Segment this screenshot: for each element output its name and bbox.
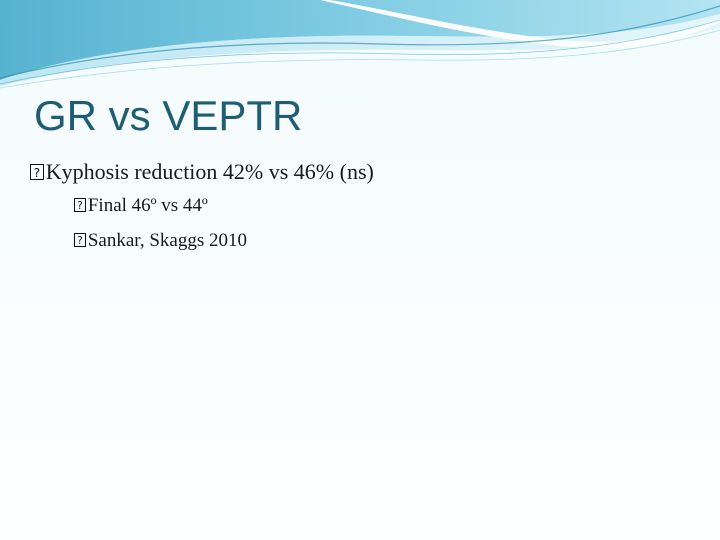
slide-title: GR vs VEPTR — [34, 92, 303, 139]
missing-glyph-icon — [74, 233, 86, 247]
sub-bullet-item — [74, 188, 690, 223]
header-wave-decoration — [0, 0, 720, 90]
bullet-text: Sankar, Skaggs 2010 — [87, 230, 247, 251]
missing-glyph-icon — [74, 198, 86, 212]
bullet-list — [30, 156, 690, 258]
bullet-text: Kyphosis reduction 42% vs 46% (ns) — [45, 159, 374, 184]
missing-glyph-icon — [30, 164, 44, 180]
bullet-item — [30, 156, 690, 188]
bullet-text: Final 46º vs 44º — [87, 195, 208, 216]
sub-bullet-item — [74, 223, 690, 258]
